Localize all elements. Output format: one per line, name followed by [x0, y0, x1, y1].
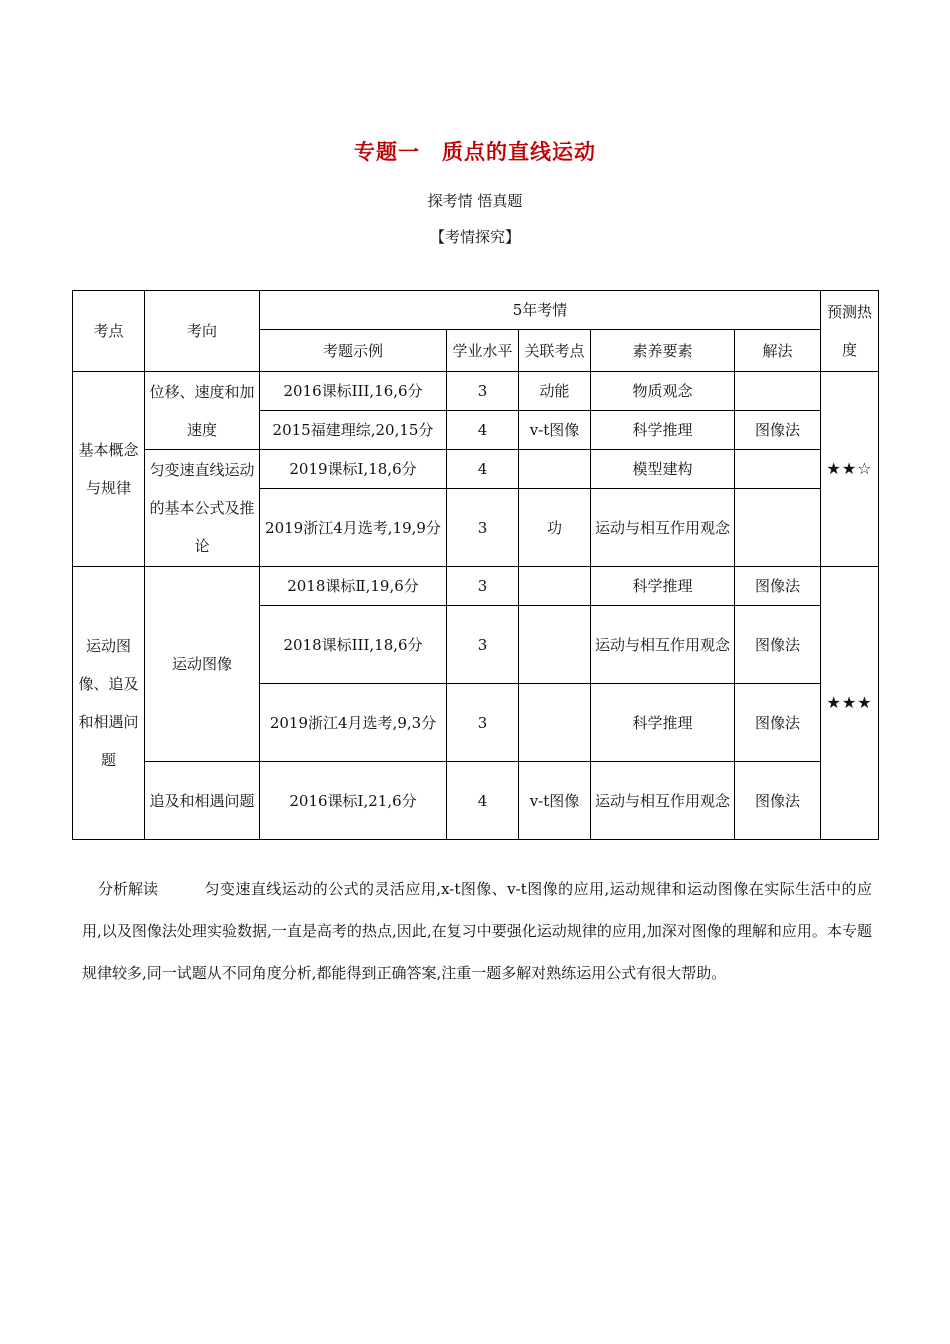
- analysis-lead: 分析解读: [98, 880, 159, 898]
- literacy-cell: 科学推理: [591, 411, 735, 450]
- header-level: 学业水平: [447, 330, 519, 372]
- related-cell: 动能: [519, 372, 591, 411]
- method-cell: [735, 372, 821, 411]
- method-cell: 图像法: [735, 567, 821, 606]
- method-cell: 图像法: [735, 606, 821, 684]
- literacy-cell: 科学推理: [591, 684, 735, 762]
- kaodian-cell: 运动图像、追及和相遇问题: [73, 567, 145, 840]
- header-literacy: 素养要素: [591, 330, 735, 372]
- related-cell: v-t图像: [519, 411, 591, 450]
- literacy-cell: 运动与相互作用观念: [591, 606, 735, 684]
- table-row: [73, 450, 879, 489]
- example-cell: 2019课标Ⅰ,18,6分: [260, 450, 447, 489]
- related-cell: [519, 567, 591, 606]
- level-cell: 3: [447, 684, 519, 762]
- literacy-cell: 科学推理: [591, 567, 735, 606]
- header-five-years: 5年考情: [260, 291, 821, 330]
- header-example: 考题示例: [260, 330, 447, 372]
- section-heading: 【考情探究】: [429, 228, 520, 246]
- example-cell: 2016课标Ⅰ,21,6分: [260, 762, 447, 840]
- table-row: [73, 762, 879, 840]
- header-method: 解法: [735, 330, 821, 372]
- example-cell: 2018课标Ⅱ,19,6分: [260, 567, 447, 606]
- method-cell: [735, 489, 821, 567]
- level-cell: 3: [447, 567, 519, 606]
- method-cell: [735, 450, 821, 489]
- literacy-cell: 模型建构: [591, 450, 735, 489]
- kaoxiang-cell: 追及和相遇问题: [145, 762, 260, 840]
- page-title: [0, 136, 950, 166]
- header-kaodian: 考点: [73, 291, 145, 372]
- kaoxiang-cell: 运动图像: [145, 567, 260, 762]
- related-cell: [519, 606, 591, 684]
- kaoxiang-cell: 位移、速度和加速度: [145, 372, 260, 450]
- related-cell: 功: [519, 489, 591, 567]
- kaodian-cell: 基本概念与规律: [73, 372, 145, 567]
- heat-rating: ★★☆: [821, 372, 879, 567]
- related-cell: v-t图像: [519, 762, 591, 840]
- title-part-2: 质点的直线运动: [442, 140, 596, 164]
- related-cell: [519, 684, 591, 762]
- heat-rating: ★★★: [821, 567, 879, 840]
- title-part-1: 专题一: [354, 140, 420, 164]
- kaoxiang-cell: 匀变速直线运动的基本公式及推论: [145, 450, 260, 567]
- level-cell: 3: [447, 606, 519, 684]
- method-cell: 图像法: [735, 684, 821, 762]
- analysis-paragraph: [82, 868, 872, 994]
- related-cell: [519, 450, 591, 489]
- example-cell: 2019浙江4月选考,19,9分: [260, 489, 447, 567]
- table-row: [73, 567, 879, 606]
- example-cell: 2018课标III,18,6分: [260, 606, 447, 684]
- header-kaoxiang: 考向: [145, 291, 260, 372]
- exam-analysis-table: [72, 290, 879, 840]
- level-cell: 4: [447, 450, 519, 489]
- level-cell: 3: [447, 372, 519, 411]
- example-cell: 2016课标III,16,6分: [260, 372, 447, 411]
- level-cell: 4: [447, 762, 519, 840]
- analysis-text: 匀变速直线运动的公式的灵活应用,x-t图像、v-t图像的应用,运动规律和运动图像在实际生活中的应用,以及图像法处理实验数据,一直是高考的热点,因此,在复习中要强化运动规律的应用,加深对图像的理解和应用。本专题规律较多,同一试题从不同角度分析,都能得到正确答案,注重一题多解对熟练运用公式有很大帮助。: [82, 880, 872, 982]
- example-cell: 2019浙江4月选考,9,3分: [260, 684, 447, 762]
- literacy-cell: 运动与相互作用观念: [591, 762, 735, 840]
- method-cell: 图像法: [735, 762, 821, 840]
- level-cell: 3: [447, 489, 519, 567]
- subtitle: 探考情 悟真题: [427, 192, 523, 210]
- header-forecast: 预测热度: [821, 291, 879, 372]
- example-cell: 2015福建理综,20,15分: [260, 411, 447, 450]
- level-cell: 4: [447, 411, 519, 450]
- literacy-cell: 物质观念: [591, 372, 735, 411]
- table-row: [73, 372, 879, 411]
- literacy-cell: 运动与相互作用观念: [591, 489, 735, 567]
- header-related: 关联考点: [519, 330, 591, 372]
- method-cell: 图像法: [735, 411, 821, 450]
